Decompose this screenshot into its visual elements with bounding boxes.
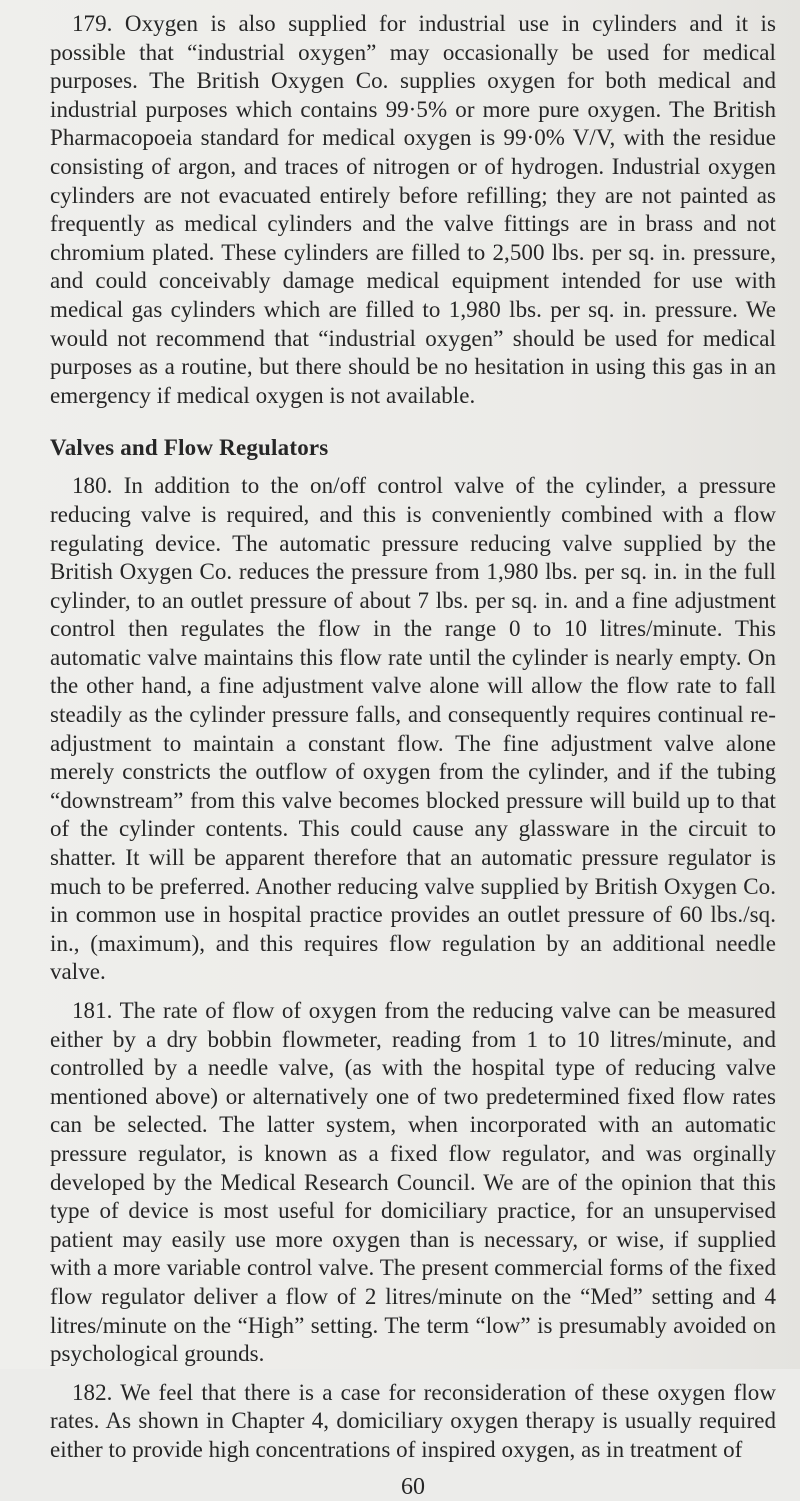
page-number: 60: [401, 1473, 425, 1500]
paragraph-180: 180. In addition to the on/off control valve of the cylinder, a pressure reducing valve is required, and this is conveniently combined with a flow regulating device. The automatic pressure reducing valve supplied by the British Oxygen Co. reduces the pressure from 1,980 lbs. per sq. in. in the full cylinder, to an outlet pressure of about 7 lbs. per sq. in. and a fine adjustment control then regulates the flow in the range 0 to 10 litres/minute. This automatic valve maintains this flow rate until the cylinder is nearly empty. On the other hand, a fine adjustment valve alone will allow the flow rate to fall steadily as the cylinder pressure falls, and consequently requires continual re-adjustment to maintain a constant flow. The fine adjustment valve alone merely constricts the outflow of oxygen from the cylinder, and if the tubing “downstream” from this valve becomes blocked pressure will build up to that of the cylinder contents. This could cause any glassware in the circuit to shatter. It will be apparent therefore that an automatic pressure regulator is much to be preferred. Another reducing valve supplied by British Oxygen Co. in common use in hospital practice provides an outlet pressure of 60 lbs./sq. in., (maximum), and this requires flow regulation by an additional needle valve.: [50, 473, 776, 985]
paragraph-182: 182. We feel that there is a case for reconsideration of these oxygen flow rates. As shown in Chapter 4, domiciliary oxygen therapy is usually required either to provide high concentrations of inspired oxygen, as in treatment of: [50, 1379, 776, 1462]
paragraph-179: 179. Oxygen is also supplied for industrial use in cylinders and it is possible that “industrial oxygen” may occasionally be used for medical purposes. The British Oxygen Co. supplies oxygen for both medical and industrial purposes which contains 99·5% or more pure oxygen. The British Pharmacopoeia standard for medical oxygen is 99·0% V/V, with the residue consisting of argon, and traces of nitrogen or of hydrogen. Industrial oxygen cylinders are not evacuated entirely before refilling; they are not painted as frequently as medical cylinders and the valve fittings are in brass and not chromium plated. These cylinders are filled to 2,500 lbs. per sq. in. pressure, and could conceivably damage medical equipment intended for use with medical gas cylinders which are filled to 1,980 lbs. per sq. in. pressure. We would not recommend that “industrial oxygen” should be used for medical purposes as a routine, but there should be no hesitation in using this gas in an emergency if medical oxygen is not available.: [50, 11, 776, 408]
paragraph-181: 181. The rate of flow of oxygen from the reducing valve can be measured either by a dry bobbin flowmeter, reading from 1 to 10 litres/minute, and controlled by a needle valve, (as with the hospital type of reducing valve mentioned above) or alternatively one of two predetermined fixed flow rates can be selected. The latter system, when incorporated with an automatic pressure regulator, is known as a fixed flow regulator, and was orginally developed by the Medical Research Council. We are of the opinion that this type of device is most useful for domiciliary practice, for an unsupervised patient may easily use more oxygen than is necessary, or wise, if supplied with a more variable control valve. The present commercial forms of the fixed flow regulator deliver a flow of 2 litres/minute on the “Med” setting and 4 litres/minute on the “High” setting. The term “low” is presumably avoided on psychological grounds.: [50, 998, 776, 1367]
section-heading: Valves and Flow Regulators: [50, 435, 329, 461]
